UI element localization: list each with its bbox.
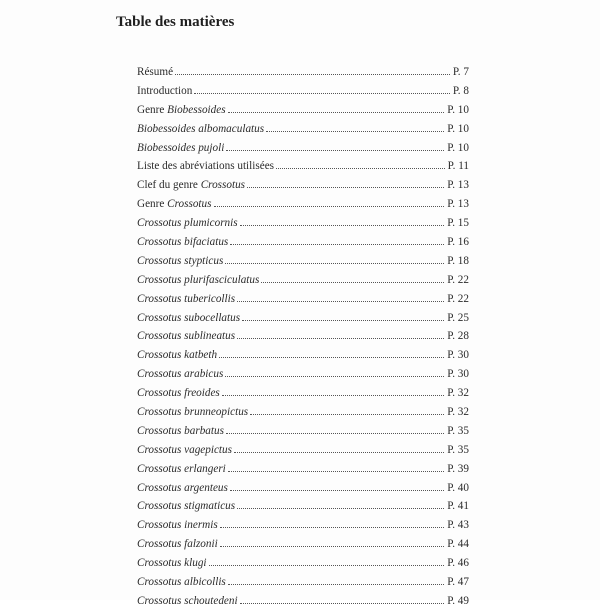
toc-entry-label — [137, 516, 220, 535]
toc-entry — [137, 422, 469, 441]
toc-entry-taxon: Crossotus tubericollis — [137, 292, 236, 305]
toc-entry-taxon: Crossotus albicollis — [137, 576, 226, 589]
dot-leader — [209, 565, 445, 566]
toc-entry-taxon: Biobessoides — [167, 103, 226, 116]
toc-entry-label — [137, 460, 228, 479]
dot-leader — [240, 225, 445, 226]
toc-entry — [137, 403, 469, 422]
dot-leader — [175, 74, 450, 75]
toc-entry-page-number: P. 32 — [447, 406, 469, 419]
toc-entry-label — [137, 441, 234, 460]
toc-entry-label — [137, 346, 219, 365]
toc-entry — [137, 290, 469, 309]
dot-leader — [225, 376, 444, 377]
toc-entry-taxon: Crossotus erlangeri — [137, 462, 226, 475]
toc-entry-label — [137, 290, 237, 309]
dot-leader — [242, 320, 444, 321]
dot-leader — [261, 282, 444, 283]
toc-entry-page-number: P. 7 — [452, 66, 469, 78]
toc-entry-label — [137, 403, 250, 422]
toc-entry-taxon: Crossotus arabicus — [137, 368, 224, 381]
toc-entry — [137, 592, 469, 611]
toc-entry — [137, 271, 469, 290]
toc-entry-label — [137, 327, 237, 346]
dot-leader — [225, 263, 444, 264]
dot-leader — [234, 452, 444, 453]
toc-entry-taxon: Crossotus bifaciatus — [137, 236, 229, 249]
toc-entry-label — [137, 195, 214, 214]
toc-entry-label — [137, 422, 226, 441]
toc-entry — [137, 327, 469, 346]
toc-entry-label — [137, 365, 225, 384]
toc-entry-page-number: P. 39 — [447, 462, 469, 475]
toc-entry — [137, 195, 469, 214]
toc-entry-page-number: P. 40 — [447, 481, 469, 494]
toc-entry-page-number: P. 10 — [447, 141, 469, 154]
toc-entry — [137, 233, 469, 252]
toc-entry — [137, 176, 469, 195]
dot-leader — [250, 414, 444, 415]
toc-entry-page-number: P. 10 — [447, 103, 469, 116]
toc-entry-prefix: Résumé — [137, 66, 174, 78]
toc-entry-page-number: P. 8 — [452, 84, 469, 97]
toc-entry-page-number: P. 30 — [447, 349, 469, 362]
toc-entry-label — [137, 309, 242, 328]
toc-entry-prefix: Introduction — [137, 84, 193, 97]
toc-entry-label — [137, 233, 230, 252]
toc-entry-page-number: P. 35 — [447, 443, 469, 456]
toc-entry — [137, 82, 469, 101]
dot-leader — [228, 584, 444, 585]
dot-leader — [222, 395, 444, 396]
dot-leader — [228, 112, 445, 113]
toc-entry-taxon: Crossotus plumicornis — [137, 217, 238, 230]
toc-entry — [137, 535, 469, 554]
toc-entry-taxon: Crossotus falzonii — [137, 538, 218, 551]
toc-entry-page-number: P. 47 — [447, 576, 469, 589]
toc-entry-page-number: P. 10 — [447, 122, 469, 135]
toc-entry-taxon: Crossotus sublineatus — [137, 330, 236, 343]
toc-entry-label — [137, 139, 226, 158]
toc-entry-taxon: Crossotus stypticus — [137, 254, 224, 267]
dot-leader — [237, 301, 444, 302]
toc-entry-taxon: Crossotus — [167, 198, 212, 211]
toc-entry — [137, 214, 469, 233]
toc-entry — [137, 346, 469, 365]
dot-leader — [240, 603, 445, 604]
toc-entry — [137, 139, 469, 158]
toc-entry-label — [137, 535, 220, 554]
toc-entry — [137, 157, 469, 176]
toc-entry-page-number: P. 44 — [447, 538, 469, 551]
toc-entry-page-number: P. 46 — [447, 557, 469, 570]
toc-entry-page-number: P. 16 — [447, 236, 469, 249]
toc-entry-taxon: Crossotus stigmaticus — [137, 500, 236, 513]
dot-leader — [230, 244, 444, 245]
toc-entry-taxon: Biobessoides albomaculatus — [137, 122, 265, 135]
toc-entry-label — [137, 573, 228, 592]
toc-entry-prefix: Genre — [137, 198, 168, 211]
toc-entry-taxon: Crossotus plurifasciculatus — [137, 273, 260, 286]
toc-entry-taxon: Crossotus — [200, 179, 246, 192]
dot-leader — [219, 357, 444, 358]
toc-entry-prefix: Liste des abréviations utilisées — [137, 160, 275, 173]
toc-entry-page-number: P. 22 — [447, 273, 469, 286]
dot-leader — [220, 527, 445, 528]
toc-entry-taxon: Crossotus freoides — [137, 387, 220, 400]
dot-leader — [247, 187, 444, 188]
toc-entry-label — [137, 157, 276, 176]
dot-leader — [226, 150, 444, 151]
table-of-contents — [137, 63, 469, 611]
dot-leader — [237, 508, 444, 509]
page-title: Table des matières — [116, 14, 235, 30]
toc-entry-label — [137, 497, 237, 516]
dot-leader — [228, 471, 444, 472]
toc-entry-label — [137, 82, 194, 101]
toc-entry-page-number: P. 41 — [447, 500, 469, 513]
toc-entry-taxon: Biobessoides pujoli — [137, 141, 225, 154]
toc-entry-taxon: Crossotus subocellatus — [137, 311, 241, 324]
dot-leader — [194, 93, 450, 94]
toc-entry-label — [137, 554, 209, 573]
toc-entry-taxon: Crossotus argenteus — [137, 481, 228, 494]
toc-entry-taxon: Crossotus klugi — [137, 557, 207, 570]
toc-entry-prefix: Clef du genre — [137, 179, 201, 192]
toc-entry-label — [137, 479, 230, 498]
toc-entry — [137, 63, 469, 82]
toc-entry-page-number: P. 32 — [447, 387, 469, 400]
toc-entry — [137, 573, 469, 592]
toc-entry-page-number: P. 11 — [447, 160, 469, 173]
toc-entry-page-number: P. 18 — [447, 254, 469, 267]
toc-entry-label — [137, 63, 175, 82]
toc-entry-page-number: P. 25 — [447, 311, 469, 324]
toc-entry-taxon: Crossotus brunneopictus — [137, 406, 249, 419]
toc-entry — [137, 384, 469, 403]
toc-entry-label — [137, 120, 266, 139]
toc-entry-page-number: P. 35 — [447, 424, 469, 437]
toc-entry-page-number: P. 22 — [447, 292, 469, 305]
toc-entry-label — [137, 252, 225, 271]
toc-entry-label — [137, 592, 240, 611]
dot-leader — [220, 546, 445, 547]
toc-entry-label — [137, 271, 261, 290]
toc-entry — [137, 497, 469, 516]
toc-entry — [137, 252, 469, 271]
toc-entry — [137, 309, 469, 328]
toc-entry-taxon: Crossotus inermis — [137, 519, 218, 532]
toc-entry — [137, 460, 469, 479]
toc-entry-page-number: P. 49 — [447, 594, 469, 607]
toc-entry-taxon: Crossotus vagepictus — [137, 443, 232, 456]
toc-entry-page-number: P. 28 — [447, 330, 469, 343]
toc-entry-page-number: P. 15 — [447, 217, 469, 230]
dot-leader — [237, 338, 444, 339]
dot-leader — [276, 168, 445, 169]
toc-entry-taxon: Crossotus barbatus — [137, 424, 224, 437]
dot-leader — [230, 490, 444, 491]
dot-leader — [226, 433, 444, 434]
toc-entry-page-number: P. 43 — [447, 519, 469, 532]
toc-entry-label — [137, 384, 222, 403]
toc-entry-prefix: Genre — [137, 103, 168, 116]
toc-entry — [137, 441, 469, 460]
toc-entry — [137, 479, 469, 498]
toc-entry — [137, 554, 469, 573]
toc-entry-page-number: P. 13 — [447, 198, 469, 211]
dot-leader — [266, 131, 444, 132]
toc-entry — [137, 365, 469, 384]
toc-entry — [137, 516, 469, 535]
toc-entry-page-number: P. 13 — [447, 179, 469, 192]
toc-entry — [137, 101, 469, 120]
toc-entry — [137, 120, 469, 139]
toc-entry-label — [137, 214, 240, 233]
toc-entry-label — [137, 176, 247, 195]
toc-entry-taxon: Crossotus schoutedeni — [137, 594, 238, 607]
toc-entry-label — [137, 101, 228, 120]
toc-entry-taxon: Crossotus katbeth — [137, 349, 218, 362]
toc-entry-page-number: P. 30 — [447, 368, 469, 381]
dot-leader — [214, 206, 445, 207]
